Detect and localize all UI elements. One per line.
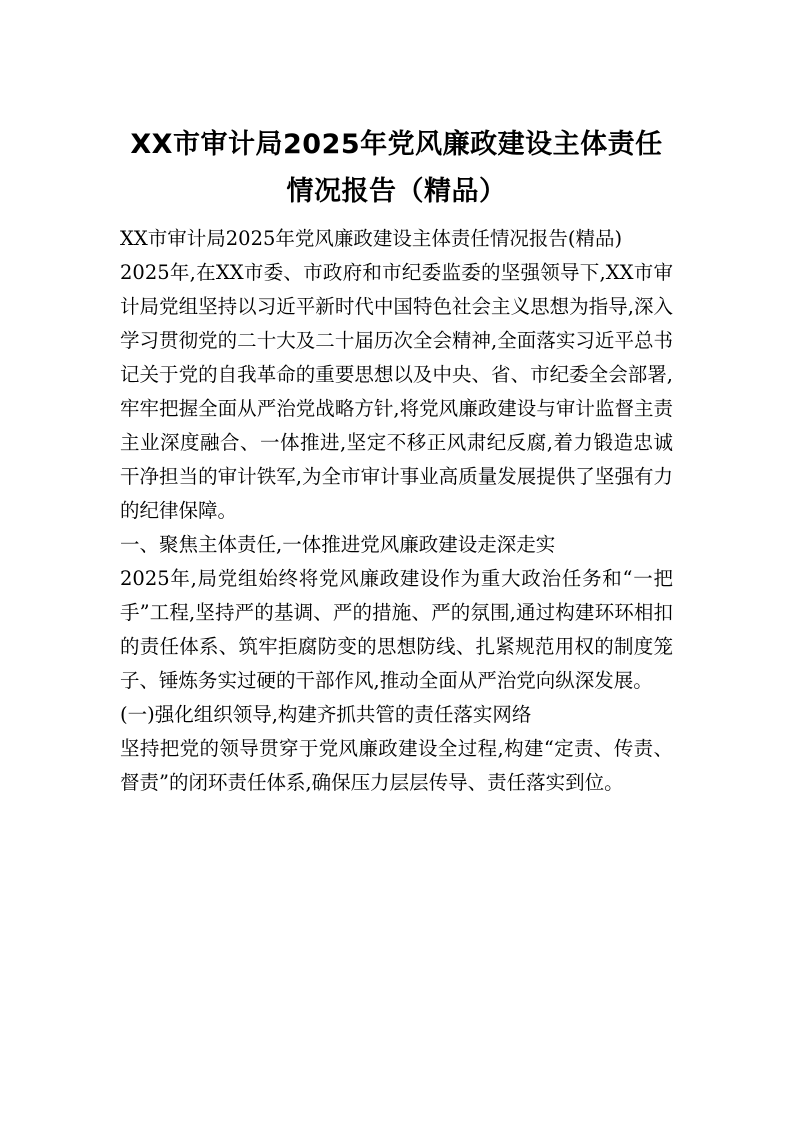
- paragraph-section-1: 2025年,局党组始终将党风廉政建设作为重大政治任务和“一把手”工程,坚持严的基调、严的措施、严的氛围,通过构建环环相扣的责任体系、筑牢拒腐防变的思想防线、扎紧规范用权的制度笼子、锤炼务实过硬的干部作风,推动全面从严治党向纵深发展。: [120, 567, 673, 692]
- section-heading-1: 一、聚焦主体责任,一体推进党风廉政建设走深走实: [120, 533, 556, 556]
- document-body: [120, 222, 673, 800]
- document-title-line-1: XX市审计局2025年党风廉政建设主体责任: [130, 129, 663, 160]
- paragraph-subtitle: XX市审计局2025年党风廉政建设主体责任情况报告(精品): [120, 227, 623, 250]
- paragraph-intro: 2025年,在XX市委、市政府和市纪委监委的坚强领导下,XX市审计局党组坚持以习近平新时代中国特色社会主义思想为指导,深入学习贯彻党的二十大及二十届历次全会精神,全面落实习近平总书记关于党的自我革命的重要思想以及中央、省、市纪委全会部署,牢牢把握全面从严治党战略方针,将党风廉政建设与审计监督主责主业深度融合、一体推进,坚定不移正风肃纪反腐,着力锻造忠诚干净担当的审计铁军,为全市审计事业高质量发展提供了坚强有力的纪律保障。: [120, 261, 673, 522]
- paragraph-subsection-1: 坚持把党的领导贯穿于党风廉政建设全过程,构建“定责、传责、督责”的闭环责任体系,确保压力层层传导、责任落实到位。: [120, 737, 673, 794]
- document-title-line-2: 情况报告（精品）: [286, 176, 507, 207]
- subsection-heading-1: (一)强化组织领导,构建齐抓共管的责任落实网络: [120, 703, 532, 726]
